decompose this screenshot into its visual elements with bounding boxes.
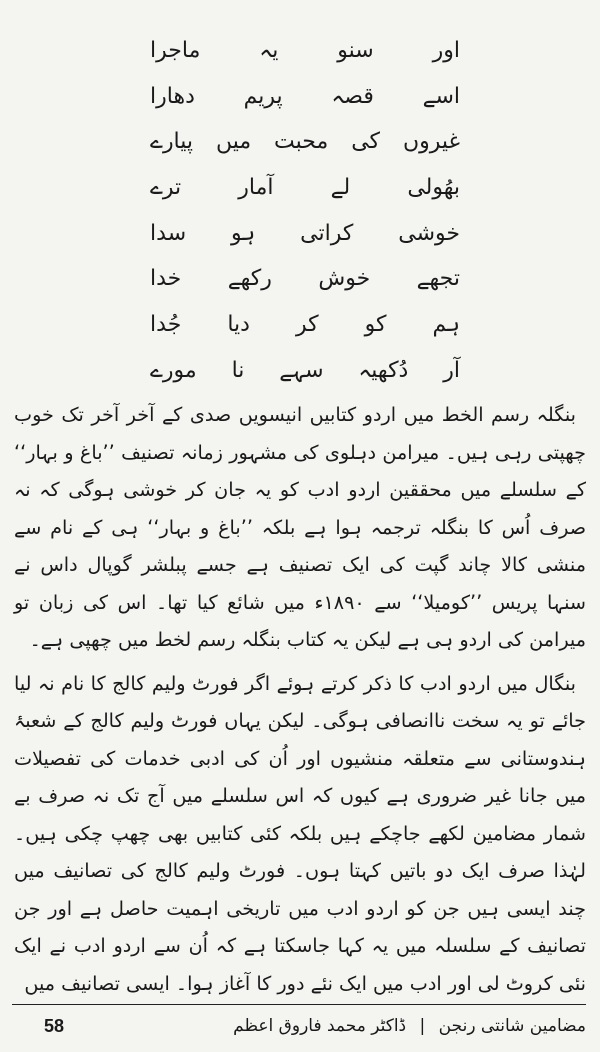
poem-word: یہ xyxy=(259,38,279,63)
poem-word: اور xyxy=(432,38,460,63)
poem-word: پیارے xyxy=(150,129,194,155)
page-number: 58 xyxy=(44,1015,65,1036)
poem-line xyxy=(150,302,460,348)
poem-line xyxy=(150,119,460,165)
paragraph-1: بنگلہ رسم الخط میں اردو کتابیں انیسویں صدی کے آخر آخر تک خوب چھپتی رہی ہیں۔ میرامن دہلوی کی مشہور زمانہ تصنیف ’’باغ و بہار‘‘ کے سلسلے میں محققین اردو ادب کو یہ جان کر خوشی ہوگی کہ نہ صرف اُس کا بنگلہ ترجمہ ہوا ہے بلکہ ’’باغ و بہار‘‘ ہی کے نام سے منشی کالا چاند گپت کی ایک تصنیف ہے جسے پبلشر گوپال داس نے سنہا پریس ’’کومیلا‘‘ سے ۱۸۹۰ء میں شائع کیا تھا۔ اس کی زبان تو میرامن کی اردو ہی ہے لیکن یہ کتاب بنگلہ رسم لخط میں چھپی ہے۔ xyxy=(14,403,586,651)
poem-word: دھارا xyxy=(150,83,195,109)
poem-word: نا xyxy=(231,357,245,383)
poem-line xyxy=(150,28,460,74)
footer-separator: | xyxy=(419,1016,426,1036)
poem-word: کراتی xyxy=(300,220,354,246)
poem-word: سدا xyxy=(150,220,187,246)
poem-word: تجھے xyxy=(416,266,460,292)
poem-line xyxy=(150,211,460,257)
poem-word: بھُولی xyxy=(407,175,460,201)
poem-word: محبت xyxy=(274,129,329,155)
poem-word: اسے xyxy=(422,83,460,109)
poem-word: ہم xyxy=(432,312,460,338)
poem-line xyxy=(150,256,460,302)
poem-word: آر xyxy=(443,357,460,383)
poem-word: جُدا xyxy=(150,312,182,338)
poem-word: کو xyxy=(364,312,387,338)
running-footer xyxy=(233,1016,586,1036)
poem-word: پریم xyxy=(243,83,283,109)
poem-word: کی xyxy=(351,129,381,155)
book-title: مضامین شانتی رنجن xyxy=(438,1016,586,1036)
poem-word: رکھے xyxy=(227,266,272,292)
poem-word: ماجرا xyxy=(150,38,201,63)
poem-word: سہے xyxy=(279,357,324,383)
poem-word: ترے xyxy=(150,175,182,201)
poem-block xyxy=(150,28,460,394)
poem-word: خوشی xyxy=(398,220,460,246)
poem-word: ہو xyxy=(231,220,256,246)
poem-word: دیا xyxy=(227,312,250,338)
poem-word: خدا xyxy=(150,266,182,292)
poem-word: غیروں xyxy=(402,129,460,155)
poem-word: آمار xyxy=(238,175,274,201)
poem-line xyxy=(150,165,460,211)
author-name: ڈاکٹر محمد فاروق اعظم xyxy=(233,1016,407,1036)
poem-word: خوش xyxy=(318,266,371,292)
paragraph-2: بنگال میں اردو ادب کا ذکر کرتے ہوئے اگر فورٹ ولیم کالج کا نام نہ لیا جائے تو یہ سخت ناانصافی ہوگی۔ لیکن یہاں فورٹ ولیم کالج کے شعبۂ ہندوستانی سے متعلقہ منشیوں اور اُن کی ادبی خدمات کی تفصیلات میں جانا غیر ضروری ہے کیوں کہ اس سلسلے میں آج تک نہ صرف بے شمار مضامین لکھے جاچکے ہیں بلکہ کئی کتابیں بھی چھپ چکی ہیں۔ لہٰذا صرف ایک دو باتیں کہتا ہوں۔ فورٹ ولیم کالج کی تصانیف میں چند ایسی ہیں جن کو اردو ادب میں تاریخی اہمیت حاصل ہے اور جن تصانیف کے سلسلہ میں یہ کہا جاسکتا ہے کہ اُن سے اردو ادب نے ایک نئی کروٹ لی اور ادب میں ایک نئے دور کا آغاز ہوا۔ ایسی تصانیف میں xyxy=(14,671,586,995)
poem-word: کر xyxy=(295,312,319,338)
poem-word: قصہ xyxy=(331,83,374,109)
poem-word: سنو xyxy=(337,38,374,63)
prose-body xyxy=(14,396,586,1002)
poem-line xyxy=(150,74,460,120)
page-footer xyxy=(14,1008,586,1044)
poem-line xyxy=(150,348,460,394)
poem-word: مورے xyxy=(150,357,197,383)
poem-word: لے xyxy=(330,175,351,201)
poem-word: دُکھیہ xyxy=(358,357,409,383)
footer-divider xyxy=(12,1004,586,1005)
poem-word: میں xyxy=(215,129,252,155)
